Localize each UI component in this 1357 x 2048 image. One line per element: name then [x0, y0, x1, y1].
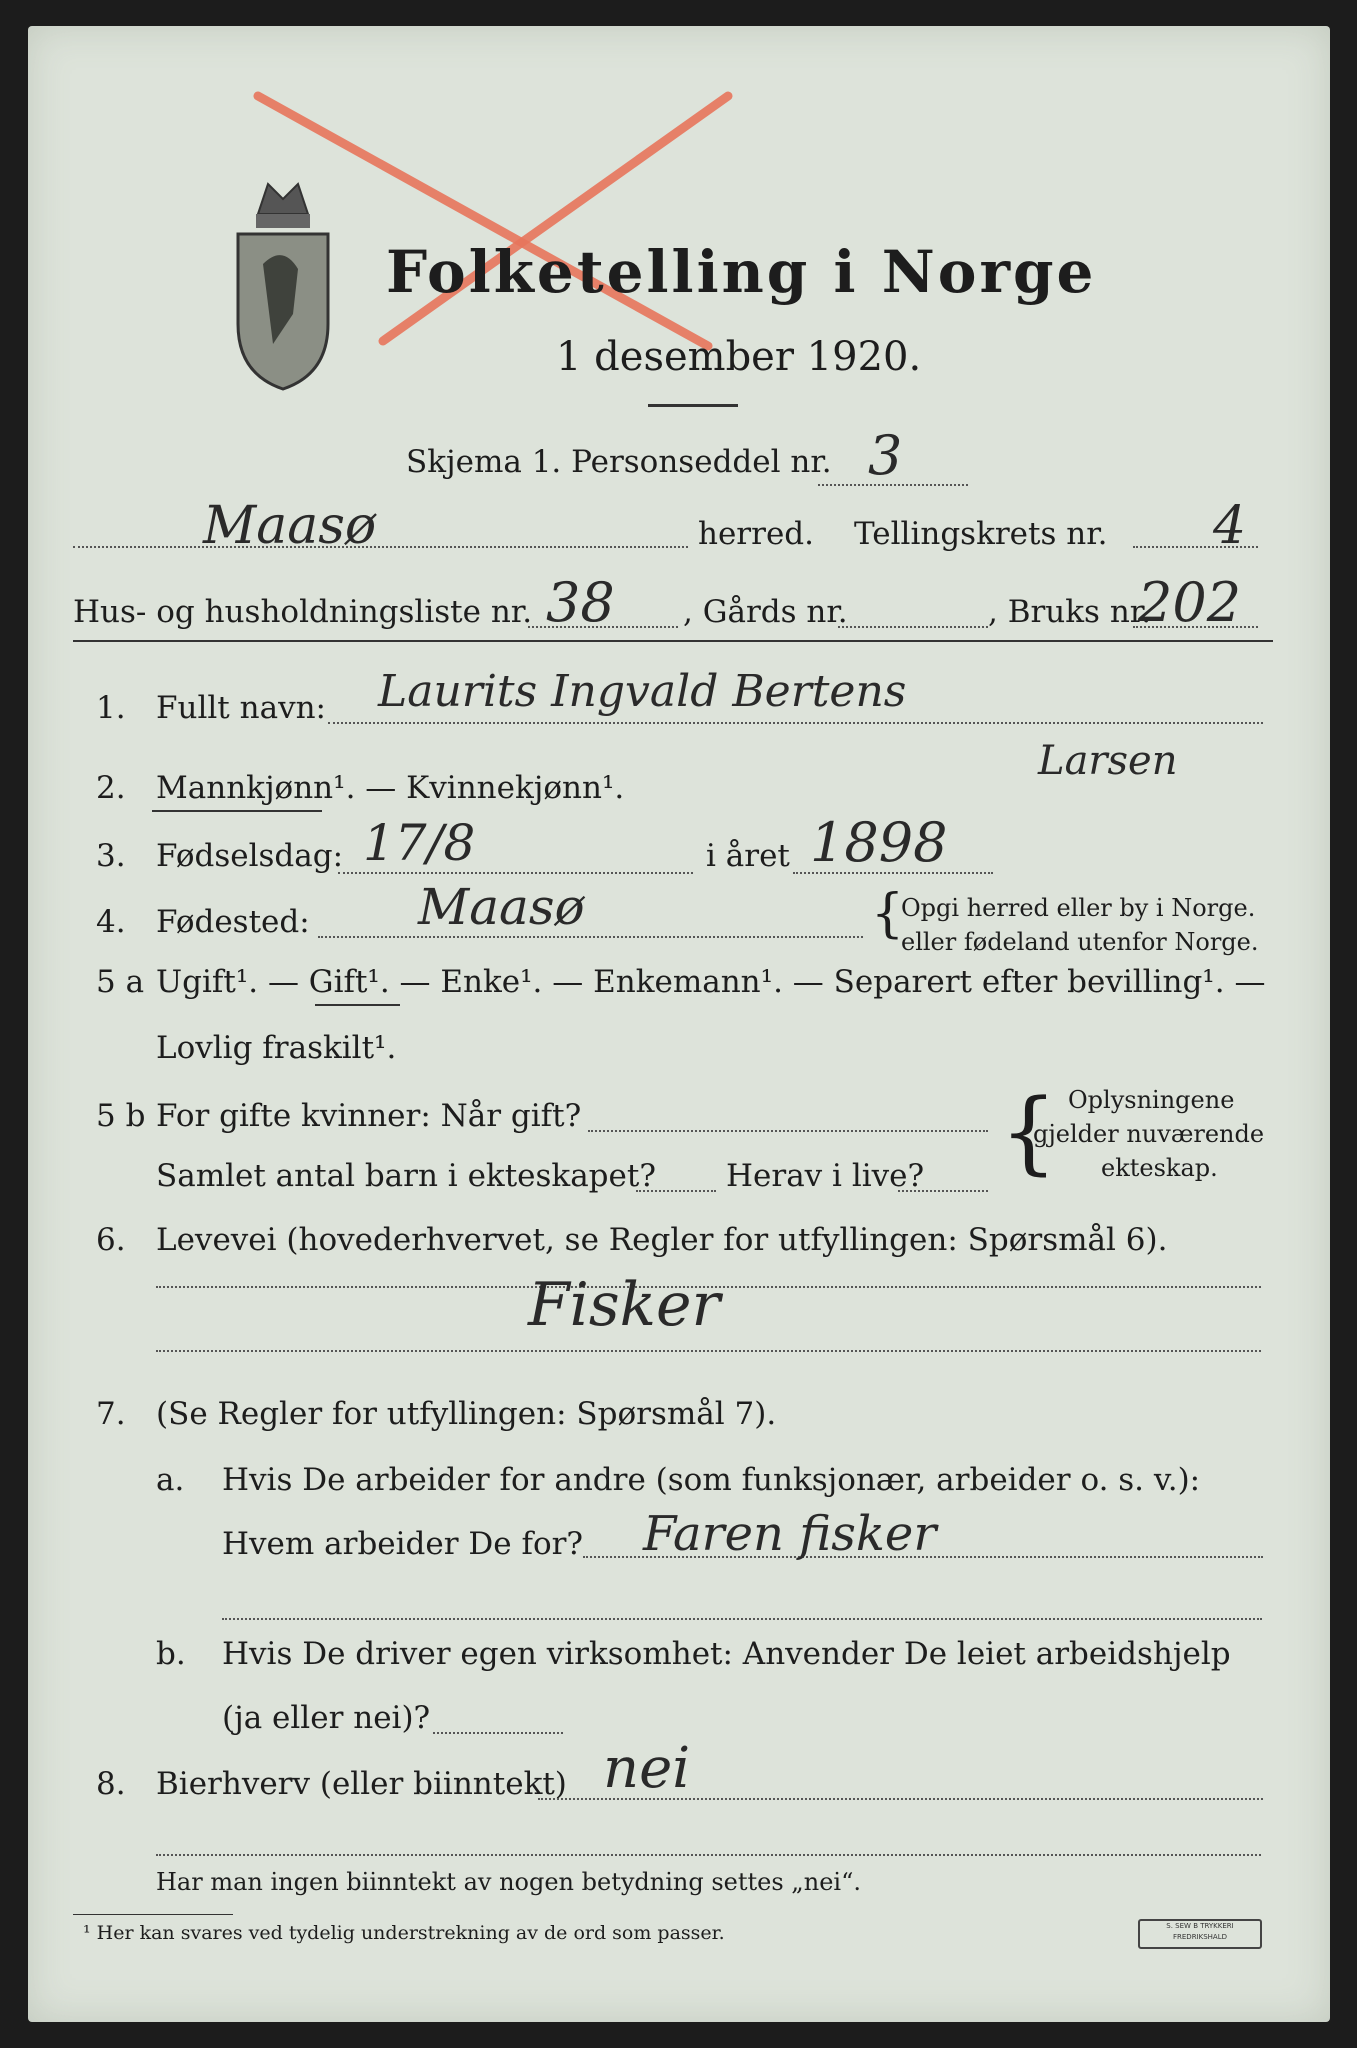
q4-value[interactable]: Maasø: [418, 878, 585, 936]
printer-stamp: [1138, 1919, 1262, 1949]
q5b-label-alive: Herav i live?: [726, 1158, 925, 1194]
q7b-letter: b.: [156, 1636, 186, 1672]
q5a-label: Ugift¹. — Gift¹. — Enke¹. — Enkemann¹. — Separert efter bevilling¹. —: [156, 964, 1266, 1000]
q5b-label: For gifte kvinner: Når gift?: [156, 1098, 582, 1134]
printer-stamp-text: S. SEW B TRYKKERI FREDRIKSHALD: [1166, 1922, 1234, 1941]
q7a-label-who: Hvem arbeider De for?: [222, 1526, 584, 1562]
q7-number: 7.: [96, 1396, 126, 1432]
herred-line: [73, 546, 688, 548]
q8-value[interactable]: nei: [603, 1736, 691, 1801]
q2-label: Mannkjønn¹. — Kvinnekjønn¹.: [156, 770, 625, 806]
red-cross-mark: [228, 56, 748, 356]
q7a-line2: [222, 1618, 1262, 1620]
q1-value-continued[interactable]: Larsen: [1038, 738, 1178, 784]
q7b-label-yesno: (ja eller nei)?: [222, 1700, 431, 1736]
q3-line: [338, 872, 693, 874]
tellingskrets-value[interactable]: 4: [1213, 496, 1247, 556]
q7b-label: Hvis De driver egen virksomhet: Anvender De leiet arbeidshjelp: [222, 1636, 1231, 1672]
hus-label: Hus- og husholdningsliste nr.: [73, 594, 533, 630]
q4-note-line2: eller fødeland utenfor Norge.: [901, 928, 1259, 956]
mannkjonn-underline: [152, 810, 322, 812]
q5b-label-children: Samlet antal barn i ekteskapet?: [156, 1158, 656, 1194]
q6-number: 6.: [96, 1222, 126, 1258]
q5b-number: 5 b: [96, 1098, 146, 1134]
form-title: Folketelling i Norge: [386, 238, 1097, 306]
q4-label: Fødested:: [156, 904, 310, 940]
q6-value[interactable]: Fisker: [528, 1270, 721, 1340]
q8-label: Bierhverv (eller biinntekt): [156, 1766, 567, 1802]
q7a-letter: a.: [156, 1462, 185, 1498]
q4-note-brace: {: [871, 884, 905, 944]
q7-label: (Se Regler for utfyllingen: Spørsmål 7).: [156, 1396, 777, 1432]
q3-value[interactable]: 17/8: [363, 814, 476, 872]
bruks-label: , Bruks nr.: [988, 594, 1152, 630]
q1-line: [328, 722, 1263, 724]
gards-label: , Gårds nr.: [683, 594, 848, 630]
q3-number: 3.: [96, 838, 126, 874]
q3-label: Fødselsdag:: [156, 838, 344, 874]
q8-note: Har man ingen biinntekt av nogen betydning settes „nei“.: [156, 1868, 861, 1896]
q4-number: 4.: [96, 904, 126, 940]
gards-line: [838, 626, 988, 628]
herred-value[interactable]: Maasø: [203, 496, 377, 556]
footnote-text: ¹ Her kan svares ved tydelig understrekning av de ord som passer.: [83, 1922, 725, 1944]
q4-line: [318, 936, 863, 938]
q8-number: 8.: [96, 1766, 126, 1802]
q6-label: Levevei (hovederhvervet, se Regler for utfyllingen: Spørsmål 6).: [156, 1222, 1168, 1258]
q7b-line: [433, 1732, 563, 1734]
q5b-note-brace: {: [1000, 1080, 1058, 1185]
herred-label: herred.: [698, 516, 814, 552]
q7a-label: Hvis De arbeider for andre (som funksjonær, arbeider o. s. v.):: [222, 1462, 1201, 1498]
q6-line2: [156, 1350, 1261, 1352]
q5b-alive-line: [898, 1190, 988, 1192]
q5b-note-line1: Oplysningene: [1068, 1086, 1235, 1114]
q5a-label-continued: Lovlig fraskilt¹.: [156, 1030, 397, 1066]
q1-number: 1.: [96, 690, 126, 726]
q1-label: Fullt navn:: [156, 690, 326, 726]
q3-year-value[interactable]: 1898: [810, 811, 948, 874]
q8-line2: [156, 1854, 1261, 1856]
q7a-value[interactable]: Faren fisker: [643, 1506, 937, 1562]
q1-value[interactable]: Laurits Ingvald Bertens: [378, 666, 907, 717]
schema-nr-value[interactable]: 3: [868, 424, 903, 487]
q5b-note-line2: gjelder nuværende: [1033, 1120, 1265, 1148]
q5a-number: 5 a: [96, 964, 145, 1000]
bruks-value[interactable]: 202: [1138, 571, 1242, 634]
title-divider: [648, 404, 738, 407]
q2-number: 2.: [96, 770, 126, 806]
header-divider: [73, 640, 1273, 642]
tellingskrets-label: Tellingskrets nr.: [854, 516, 1108, 552]
hus-value[interactable]: 38: [546, 571, 615, 634]
census-form: [28, 26, 1330, 2022]
q5b-children-line: [636, 1190, 716, 1192]
q4-note-line1: Opgi herred eller by i Norge.: [901, 894, 1256, 922]
q5b-line: [588, 1130, 988, 1132]
footnote-divider: [73, 1914, 233, 1915]
q3-year-label: i året: [706, 838, 790, 874]
schema-label: Skjema 1. Personseddel nr.: [406, 444, 832, 480]
census-date: 1 desember 1920.: [556, 334, 922, 380]
q5b-note-line3: ekteskap.: [1101, 1154, 1218, 1182]
gift-underline: [315, 1004, 400, 1006]
